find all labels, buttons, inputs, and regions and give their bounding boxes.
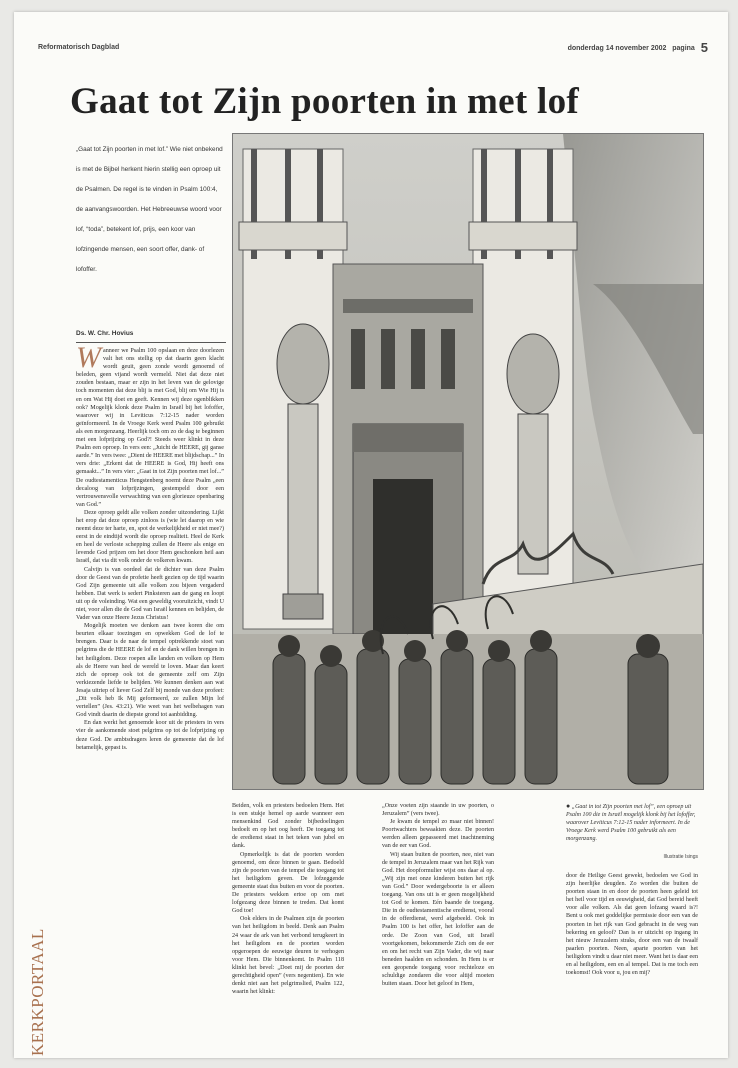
headline: Gaat tot Zijn poorten in met lof [70, 81, 580, 122]
article-column-3 [382, 802, 494, 1042]
paragraph: En dan werkt het genoemde koor uit de priesters in vers vier de aankomende stoet pelgrims op tot de lofprijzing op deze God. De ambtsdragers leren de gemeente dat de lof betamelijk, gepast is. [76, 720, 224, 751]
paragraph: Ook elders in de Psalmen zijn de poorten van het heiligdom in beeld. Denk aan Psalm 24 waar de ark van het verbond terugkeert in het heiligdom en de poorten worden opgeroepen de eeuwige deuren te verhogen voor Hem. Die binnenkomt. In Psalm 118 klinkt het bevel: „Doet mij de poorten der gerechtigheid open” (vers negentien). En wie denkt niet aan het pelgrimslied, Psalm 122, waarin het klinkt: [232, 916, 344, 996]
dropcap: W [76, 347, 101, 374]
illustration-credit: Illustratie Isings [663, 854, 698, 860]
author-byline: Ds. W. Chr. Hovius [76, 330, 134, 337]
date-and-page [568, 40, 708, 55]
paragraph: Je kwam de tempel zo maar niet binnen! Poortwachters bewaakten deze. De poorten werden alleen gepasseerd met inachtneming van de eer van God. [382, 819, 494, 850]
page-header [38, 40, 708, 56]
paragraph: Wij staan buiten de poorten, nee, niet van de tempel in Jeruzalem maar van het Rijk van God. Het doopformulier wijst ons daar al op. „Wij zijn met onze kinderen buiten het rijk van God.” Door wedergeboorte is er alleen toegang. Van ons uit is er geen mogelijkheid tot God te komen. Eén baande de toegang. Die in de oudtestamentische eredienst, vooral in de offerdienst, werd afgebeeld. Ook in Psalm 100 is het offer, het lofoffer aan de orde. De Zoon van God, uit Israël voortgekomen, bekommerde Zich om de eer en om het recht van Zijn Vader, die wij naar beneden haalden en schonden. In Hem is er een geopende toegang voor rechteloze en schuldige zondaren die voor altijd moeten buiten staan. Door het geloof in Hem, [382, 851, 494, 988]
paragraph: Beiden, volk en priesters bedoelen Hem. Het is een stukje hemel op aarde wanneer een mensenkind God zonder bijbedoelingen bedoelt en op het oog heeft. De toegang tot de eredienst staat in het teken van jubel en dank. [232, 803, 344, 850]
newspaper-page [14, 12, 728, 1058]
byline-rule [76, 342, 226, 343]
page-number: 5 [700, 40, 708, 55]
intro-text: „Gaat tot Zijn poorten in met lof.” Wie niet onbekend is met de Bijbel herkent hierin stellig een oproep uit de Psalmen. De regel is te vinden in Psalm 100:4, de aanvangswoorden. Het Hebreeuwse woord voor lof, “toda”, betekent lof, prijs, een koor van lofzingende mensen, een soort offer, dank- of lofoffer. [76, 146, 223, 273]
paragraph: Opmerkelijk is dat de poorten worden genoemd, om deze binnen te gaan. Bedoeld zijn de poorten van de tempel die toegang tot het heiligdom geven. De lofzeggende gemeente staat dus buiten en voor de poorten. De priesters wekken ertoe op om met lofgezang deze binnen te treden. Dat komt God toe! [232, 851, 344, 915]
paragraph: anneer we Psalm 100 opslaan en deze doorlezen valt het ons stellig op dat daarin geen klacht wordt geuit, geen zonde wordt genoemd of beleden, geen vijand wordt vermeld. Niet dat deze niet zouden bestaan, maar er zijn in het leven van de gelovige toch momenten dat deze blij is met God, blij om Wie Hij is en om Wat Hij doet en geeft. Kennen wij deze ogenblikken ook? Mogelijk klonk deze Psalm in Israël bij het lofoffer, waarover wij in Leviticus 7:12-15 nader worden geïnformeerd. In de Vroege Kerk werd Psalm 100 gebruikt als een morgenzang. Heerlijk toch om zo de dag te beginnen met een lofprijzing op God?! Steeds weer klinkt in deze Psalm een oproep. In vers een: „Juicht de HEERE, gij ganse aarde.” In vers twee: „Dient de HEERE met blijdschap...” In vers drie: „Erkent dat de HEERE is God, Hij heeft ons gemaakt...” In vers vier: „Gaat in tot Zijn poorten met lof...” De oudtestamenticus Hengstenberg noemt deze Psalm „een decaloog van lofprijzingen, gestempeld door een vertrouwensvolle verwachting van een glorieuze openbaring van God.” [76, 348, 224, 508]
article-column-2 [232, 802, 344, 1042]
paragraph: door de Heilige Geest gewekt, bedoelen we God in zijn heerlijke deugden. Zo worden die buiten de poorten staan in en door de poorten heen geleid tot het heil voor tijd en eeuwigheid, dat God bereid heeft voor alle volken. Als dat geen lofzang waard is?! Bent u ook met goddelijke permissie door een van de poorten in het rijk van God gebracht in de weg van bekering en geloof? Dan is er uitzicht op ingang in het nieuw Jeruzalem straks, door een van de twaalf paarlen poorten. Neen, aparte poorten van het heiligdom vindt u daar niet meer. Want het is daar een en al heiligdom, een en al tempel. Dat is me toch een toekomst! Ook voor u, jou en mij? [566, 873, 698, 977]
article-column-4 [566, 872, 698, 1042]
illustration-caption [566, 802, 698, 843]
newspaper-name: Reformatorisch Dagblad [38, 44, 120, 51]
page-label: pagina [672, 45, 695, 52]
temple-illustration [232, 133, 704, 790]
article-column-1 [76, 347, 224, 1037]
illustration-drawing [233, 134, 703, 789]
rubric-label: KERKPORTAAL [28, 928, 47, 1056]
caption-bullet: ● [566, 802, 571, 810]
paragraph: Deze oproep geldt alle volken zonder uitzondering. Lijkt het erop dat deze oproep zinloos is (wie let daarop en wie neemt deze ter harte, en, spot de werkelijkheid er niet mee?) eerst in de eindtijd wordt die oproep realiteit. Heel de Kerk en heel de verloste schepping zullen de Heere als enige en levende God prijzen om het door Hem geschonken heil aan Israël, dat via dit volk onder de volkeren kwam. [76, 509, 224, 565]
section-rubric [28, 906, 58, 1056]
paragraph: „Onze voeten zijn staande in uw poorten, o Jeruzalem” (vers twee). [382, 803, 494, 818]
paragraph: Calvijn is van oordeel dat de dichter van deze Psalm door de Geest van de profetie heeft gezien op de tijd waarin God Zijn gemeente uit alle volken zou bijeen vergaderd hebben. Dat werk is sedert Pinksteren aan de gang en loopt uit op de voleinding. Wat een geweldig vooruitzicht, vindt U niet, voor allen die de God van Israël kennen en belijden, de Vader van onze Heere Jezus Christus! [76, 566, 224, 622]
paragraph: Mogelijk moeten we denken aan twee koren die om beurten elkaar toezingen en opwekken God de lof te brengen. Daar is de naar de tempel optrekkende stoet van pelgrims die de HEERE de lof en de dank willen brengen in het heiligdom. Deze roepen alle landen en volken op Hem als de Heere van heel de wereld te loven. Maar dan keert zich de oproep ook tot de gemeente zelf om Zijn verkiezende liefde te belijden. We kunnen denken aan wat Jesaja uitriep of liever God Zelf bij monde van deze profeet: „Dit volk heb Ik Mij geformeerd, ze zullen Mijn lof vertellen” (Jes. 43:21). Wie weet van het welbehagen van God vindt daarin de diepste grond tot aanbidding. [76, 623, 224, 719]
issue-date: donderdag 14 november 2002 [567, 45, 667, 52]
caption-text: „Gaat in tot Zijn poorten met lof”, een oproep uit Psalm 100 die in Israël mogelijk klonk bij het lofoffer, waarover Leviticus 7:12-15 nader informeert. In de Vroege Kerk werd Psalm 100 gebruikt als een morgenzang. [566, 804, 696, 842]
